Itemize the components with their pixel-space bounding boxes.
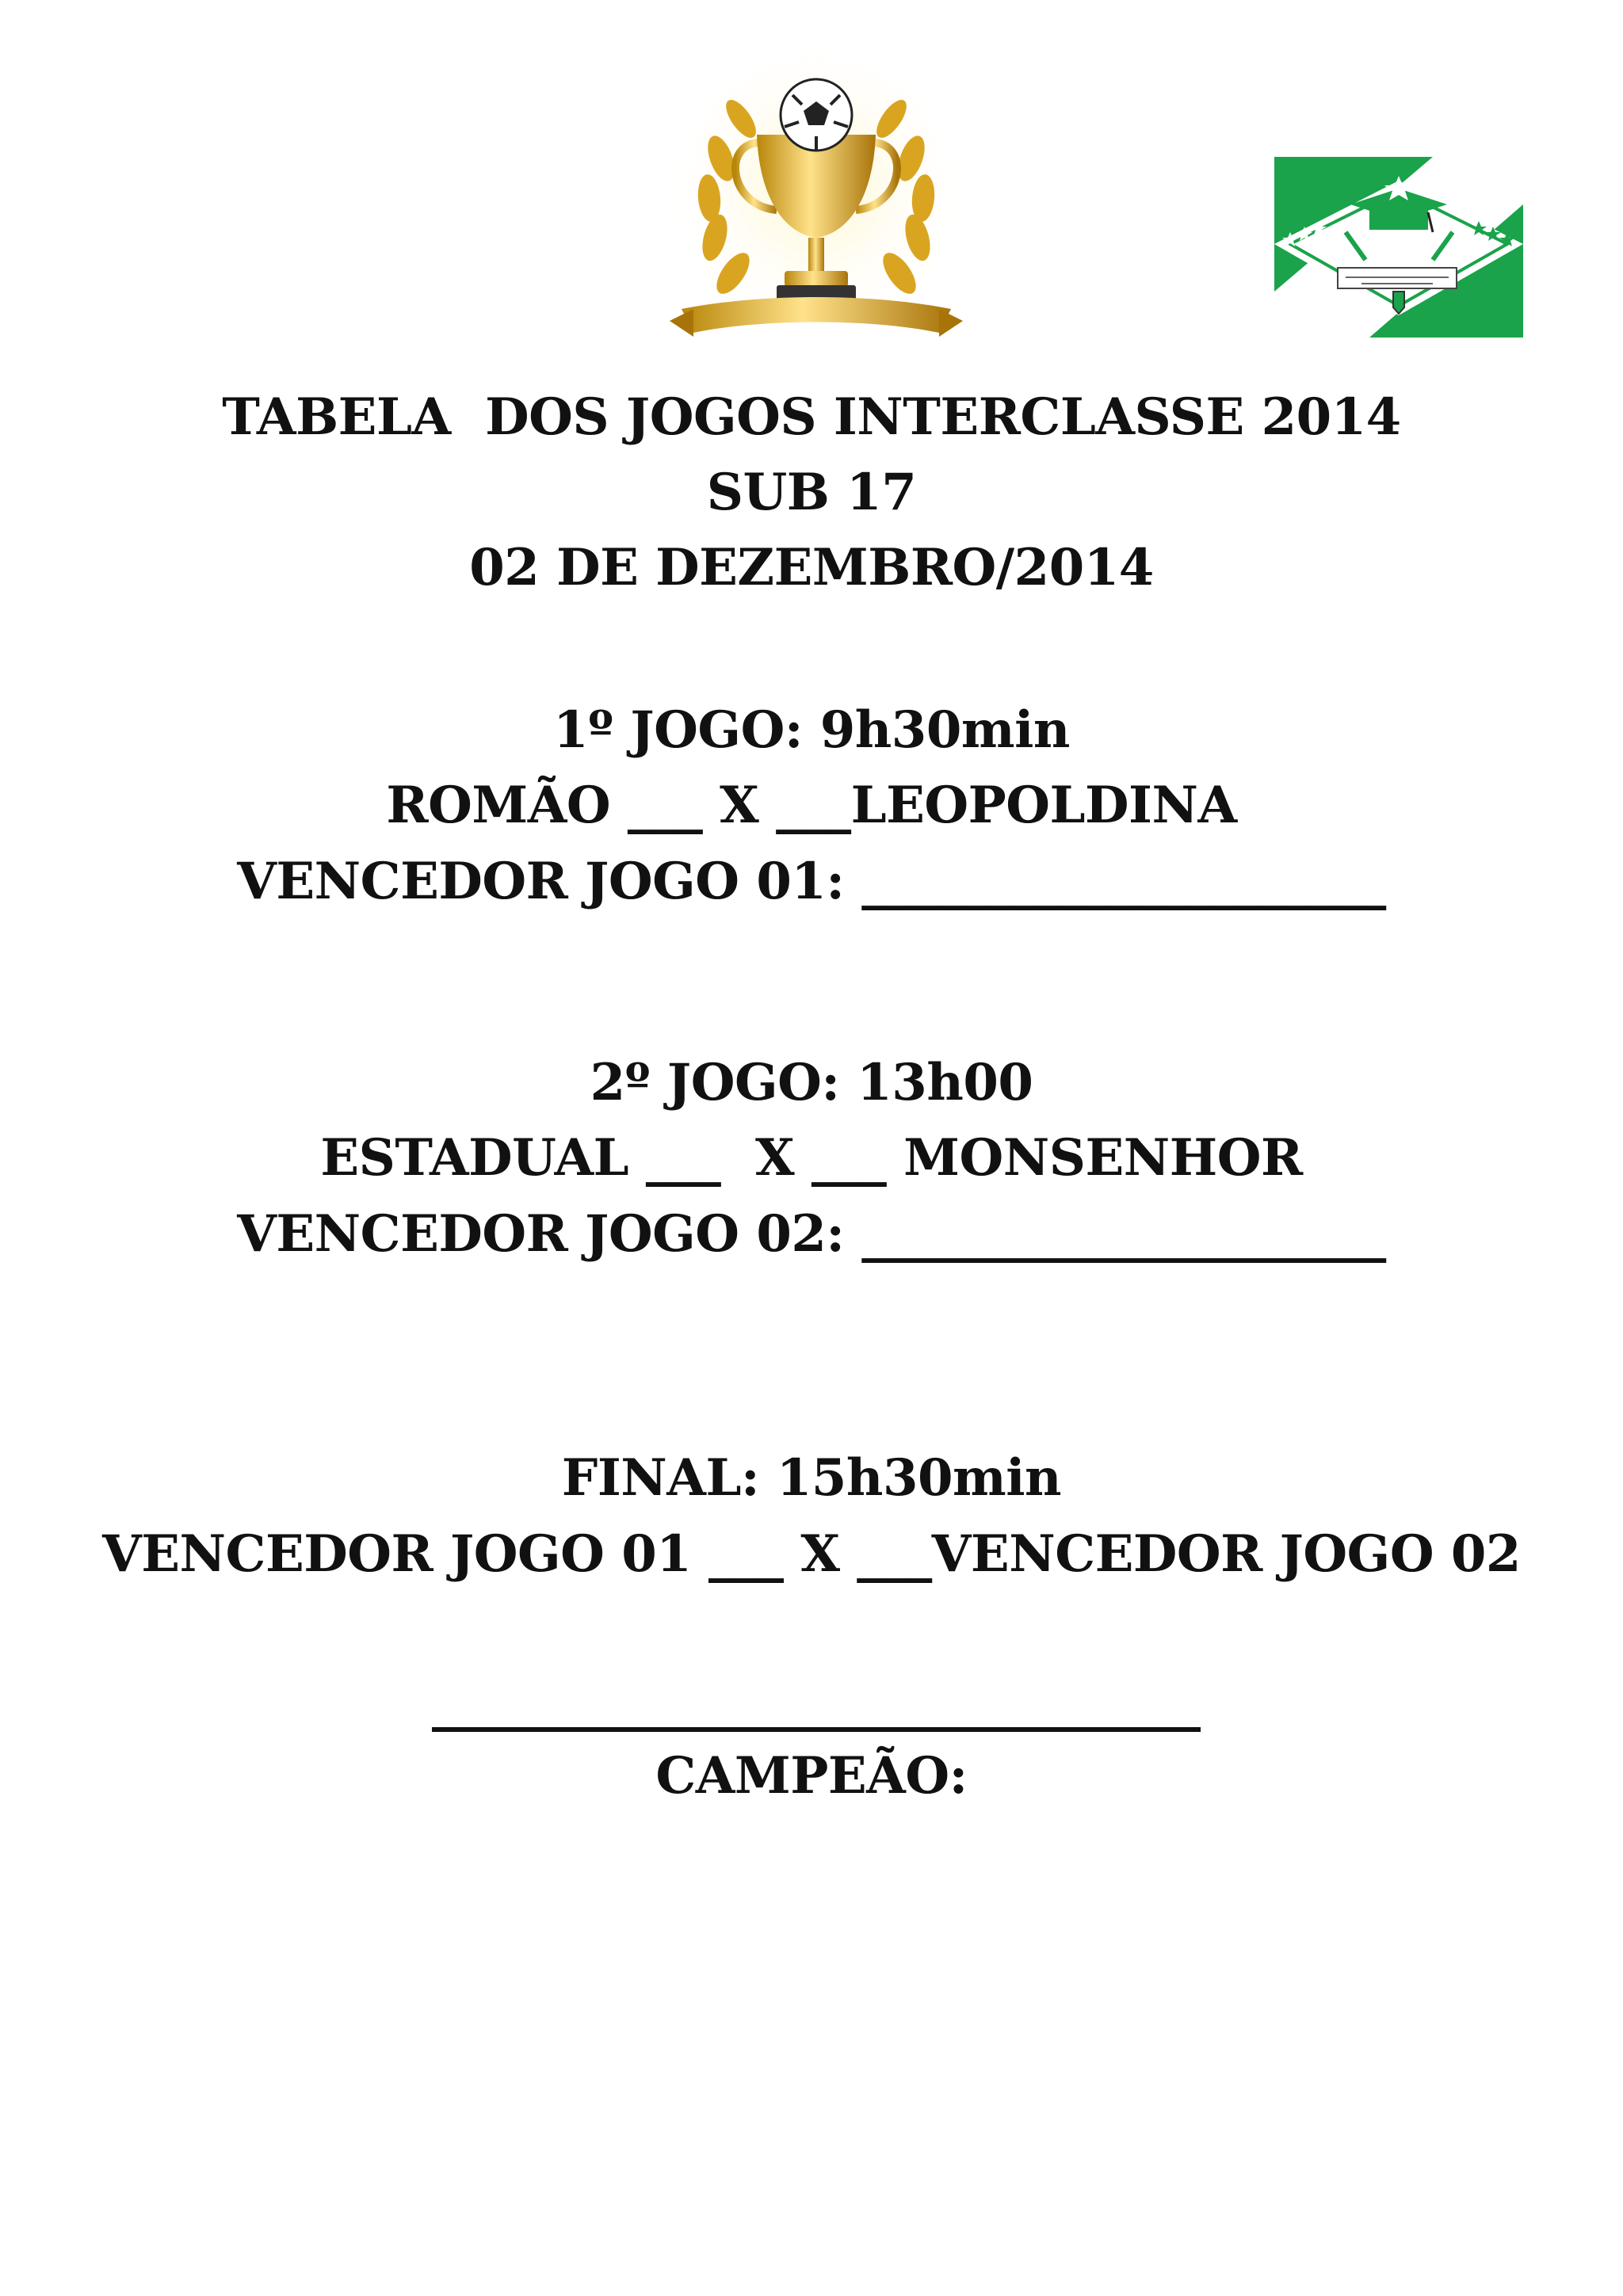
date-label: 02 DE DEZEMBRO/2014	[469, 538, 1154, 597]
game2-winner-line: VENCEDOR JOGO 02: _____________________	[237, 1204, 1386, 1264]
champion-label: CAMPEÃO:	[655, 1746, 968, 1806]
category-label: SUB 17	[706, 463, 917, 522]
game1-winner-line: VENCEDOR JOGO 01: _____________________	[237, 852, 1386, 911]
game1-matchup: ROMÃO ___ X ___LEOPOLDINA	[386, 776, 1237, 835]
page-title: TABELA DOS JOGOS INTERCLASSE 2014	[222, 387, 1401, 447]
game2-matchup: ESTADUAL ___ X ___ MONSENHOR	[320, 1128, 1303, 1188]
game1-heading: 1º JOGO: 9h30min	[553, 700, 1070, 760]
game2-heading: 2º JOGO: 13h00	[590, 1053, 1033, 1112]
final-heading: FINAL: 15h30min	[561, 1448, 1062, 1508]
champion-signature-line	[432, 1727, 1201, 1732]
school-flag-logo	[1274, 157, 1523, 338]
trophy-icon	[666, 40, 967, 349]
final-matchup: VENCEDOR JOGO 01 ___ X ___VENCEDOR JOGO 02	[102, 1524, 1521, 1584]
